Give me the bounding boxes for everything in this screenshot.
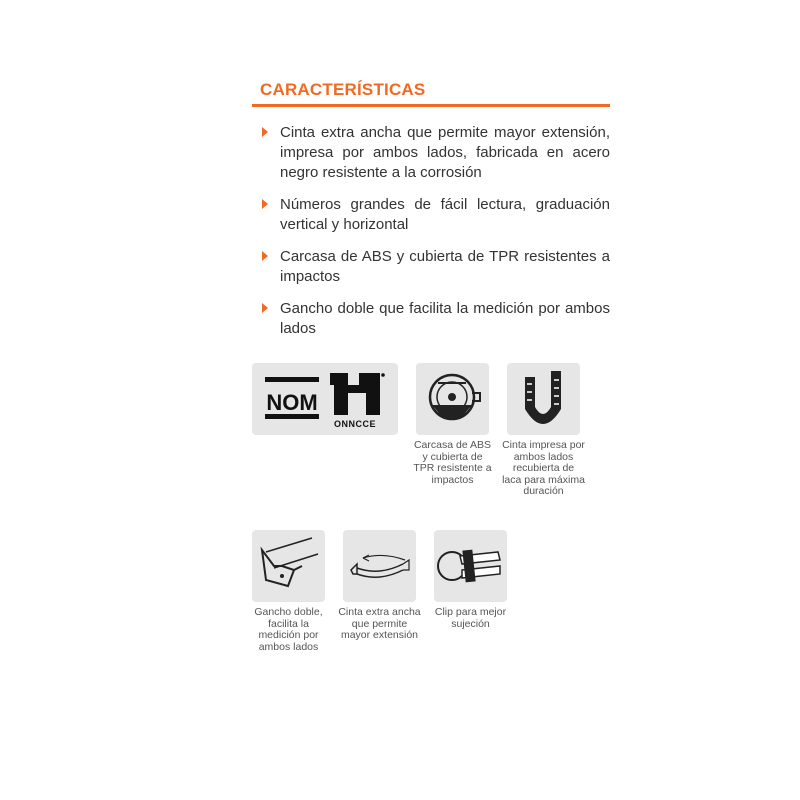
onncce-logo-icon [330, 373, 385, 429]
section-title: CARACTERÍSTICAS [260, 80, 426, 99]
bullet-arrow-icon [262, 199, 268, 209]
bullet-arrow-icon [262, 303, 268, 313]
title-underline [252, 104, 610, 107]
printed-tape-icon [507, 363, 580, 435]
feature-item: Carcasa de ABS y cubierta de TPR resistentes a impactos [252, 247, 610, 287]
feature-icon-caption: Clip para mejor sujeción [434, 606, 507, 630]
feature-icon-caption: Gancho doble, facilita la medición por ambos lados [254, 606, 323, 653]
feature-icon-tile [343, 530, 416, 602]
tape-measure-casing-icon [416, 363, 489, 435]
nom-logo-icon [252, 363, 398, 435]
bullet-arrow-icon [262, 127, 268, 137]
belt-clip-icon [434, 530, 507, 602]
feature-icon-caption: Carcasa de ABS y cubierta de TPR resistente a impactos [413, 439, 492, 486]
characteristics-section [252, 80, 610, 351]
svg-text:ONNCCE: ONNCCE [333, 419, 377, 429]
double-hook-icon [252, 530, 325, 602]
feature-item: Cinta extra ancha que permite mayor extensión, impresa por ambos lados, fabricada en acero negro resistente a la corrosión [252, 123, 610, 183]
feature-icon-tile [434, 530, 507, 602]
svg-text:NOM: NOM [266, 390, 318, 415]
feature-icon-caption: Cinta extra ancha que permite mayor extensión [338, 606, 421, 641]
bullet-arrow-icon [262, 251, 268, 261]
wide-tape-extension-icon [343, 530, 416, 602]
feature-icon-tile [252, 530, 325, 602]
feature-item: Gancho doble que facilita la medición por ambos lados [252, 299, 610, 339]
feature-list [252, 123, 610, 339]
feature-icon-caption: Cinta impresa por ambos lados recubierta de laca para máxima duración [502, 439, 585, 497]
feature-item: Números grandes de fácil lectura, graduación vertical y horizontal [252, 195, 610, 235]
certification-badges [252, 363, 398, 435]
feature-icon-tile [416, 363, 489, 435]
feature-icon-tile [507, 363, 580, 435]
